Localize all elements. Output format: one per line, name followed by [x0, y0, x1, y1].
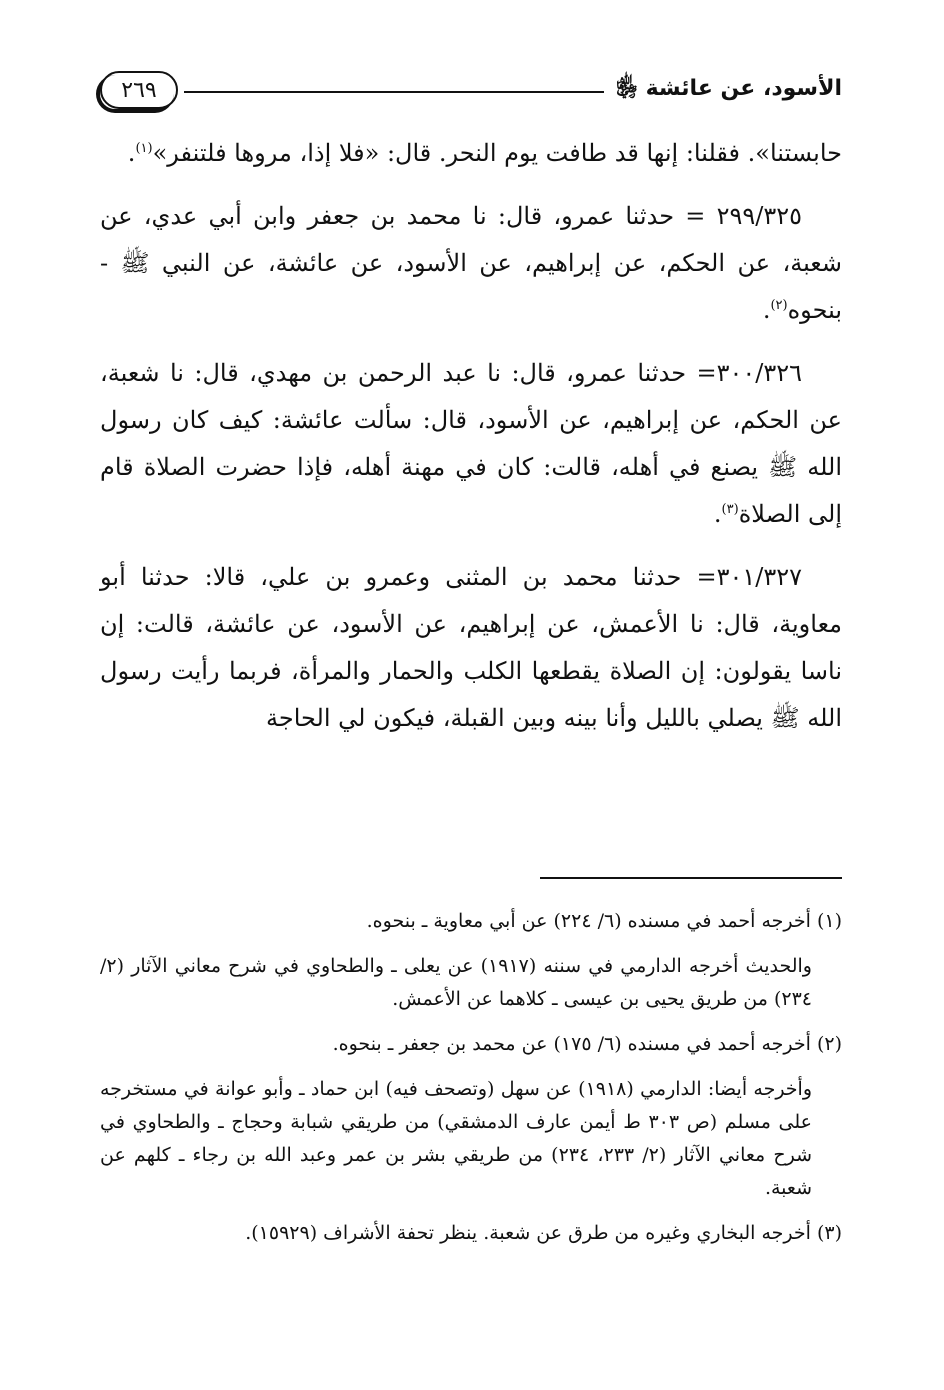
footnotes — [100, 905, 842, 1262]
page-header — [100, 70, 842, 110]
main-text — [100, 130, 842, 758]
header-rule — [184, 91, 604, 93]
footnote-ref-1: (١) — [135, 141, 153, 156]
footnote-ref-2: (٢) — [770, 298, 788, 313]
footnote-ref-3: (٣) — [721, 502, 739, 517]
paragraph-1 — [100, 130, 842, 177]
paragraph-1-tail: . — [127, 139, 136, 167]
paragraph-1-text: حابستنا». فقلنا: إنها قد طافت يوم النحر. قال: «فلا إذا، مروها فلتنفر» — [152, 139, 842, 167]
hadith-301-327-text: ٣٠١/٣٢٧= حدثنا محمد بن المثنى وعمرو بن علي، قالا: حدثنا أبو معاوية، قال: نا الأعمش، عن إبراهيم، عن الأسود، عن عائشة، قالت: إن ناسا يقولون: إن الصلاة يقطعها الكلب والحمار والمرأة، فربما رأيت رسول الله ﷺ يصلي بالليل وأنا بينه وبين القبلة، فيكون لي الحاجة — [100, 563, 843, 732]
footnote-item: (٢) أخرجه أحمد في مسنده (٦/ ١٧٥) عن محمد بن جعفر ـ بنحوه. — [332, 1033, 842, 1055]
footnote-item: (١) أخرجه أحمد في مسنده (٦/ ٢٢٤) عن أبي معاوية ـ بنحوه. — [366, 910, 842, 932]
page-number: ٢٦٩ — [100, 71, 178, 109]
hadith-301-327 — [100, 554, 842, 742]
footnote-item: وأخرجه أيضا: الدارمي (١٩١٨) عن سهل (وتصحف فيه) ابن حماد ـ وأبو عوانة في مستخرجه على مسلم (ص ٣٠٣ ط أيمن عارف الدمشقي) من طريقي شبابة وحجاج ـ والطحاوي في شرح معاني الآثار (٢/ ٢٣٣، ٢٣٤) من طريقي بشر بن عمر وعبد الله بن رجاء ـ كلهم عن شعبة. — [100, 1078, 813, 1199]
running-title: الأسود، عن عائشة ﵂ — [615, 76, 842, 101]
hadith-299-325-text: ٢٩٩/٣٢٥ = حدثنا عمرو، قال: نا محمد بن جعفر وابن أبي عدي، عن شعبة، عن الحكم، عن إبراهيم، عن الأسود، عن عائشة، عن النبي ﷺ - بنحوه — [100, 202, 842, 324]
hadith-300-326-text: ٣٠٠/٣٢٦= حدثنا عمرو، قال: نا عبد الرحمن بن مهدي، قال: نا شعبة، عن الحكم، عن إبراهيم، عن الأسود، قال: سألت عائشة: كيف كان رسول الله ﷺ يصنع في أهله، قالت: كان في مهنة أهله، فإذا حضرت الصلاة قام إلى الصلاة — [100, 359, 842, 528]
hadith-299-325 — [100, 193, 842, 334]
footnote-separator — [540, 877, 842, 879]
hadith-299-325-tail: . — [762, 296, 771, 324]
hadith-300-326-tail: . — [713, 500, 722, 528]
footnote-item: (٣) أخرجه البخاري وغيره من طرق عن شعبة. ينظر تحفة الأشراف (١٥٩٢٩). — [245, 1222, 842, 1244]
hadith-300-326 — [100, 350, 842, 538]
footnote-item: والحديث أخرجه الدارمي في سننه (١٩١٧) عن يعلى ـ والطحاوي في شرح معاني الآثار (٢/ ٢٣٤) من طريق يحيى بن عيسى ـ كلاهما عن الأعمش. — [100, 955, 812, 1010]
